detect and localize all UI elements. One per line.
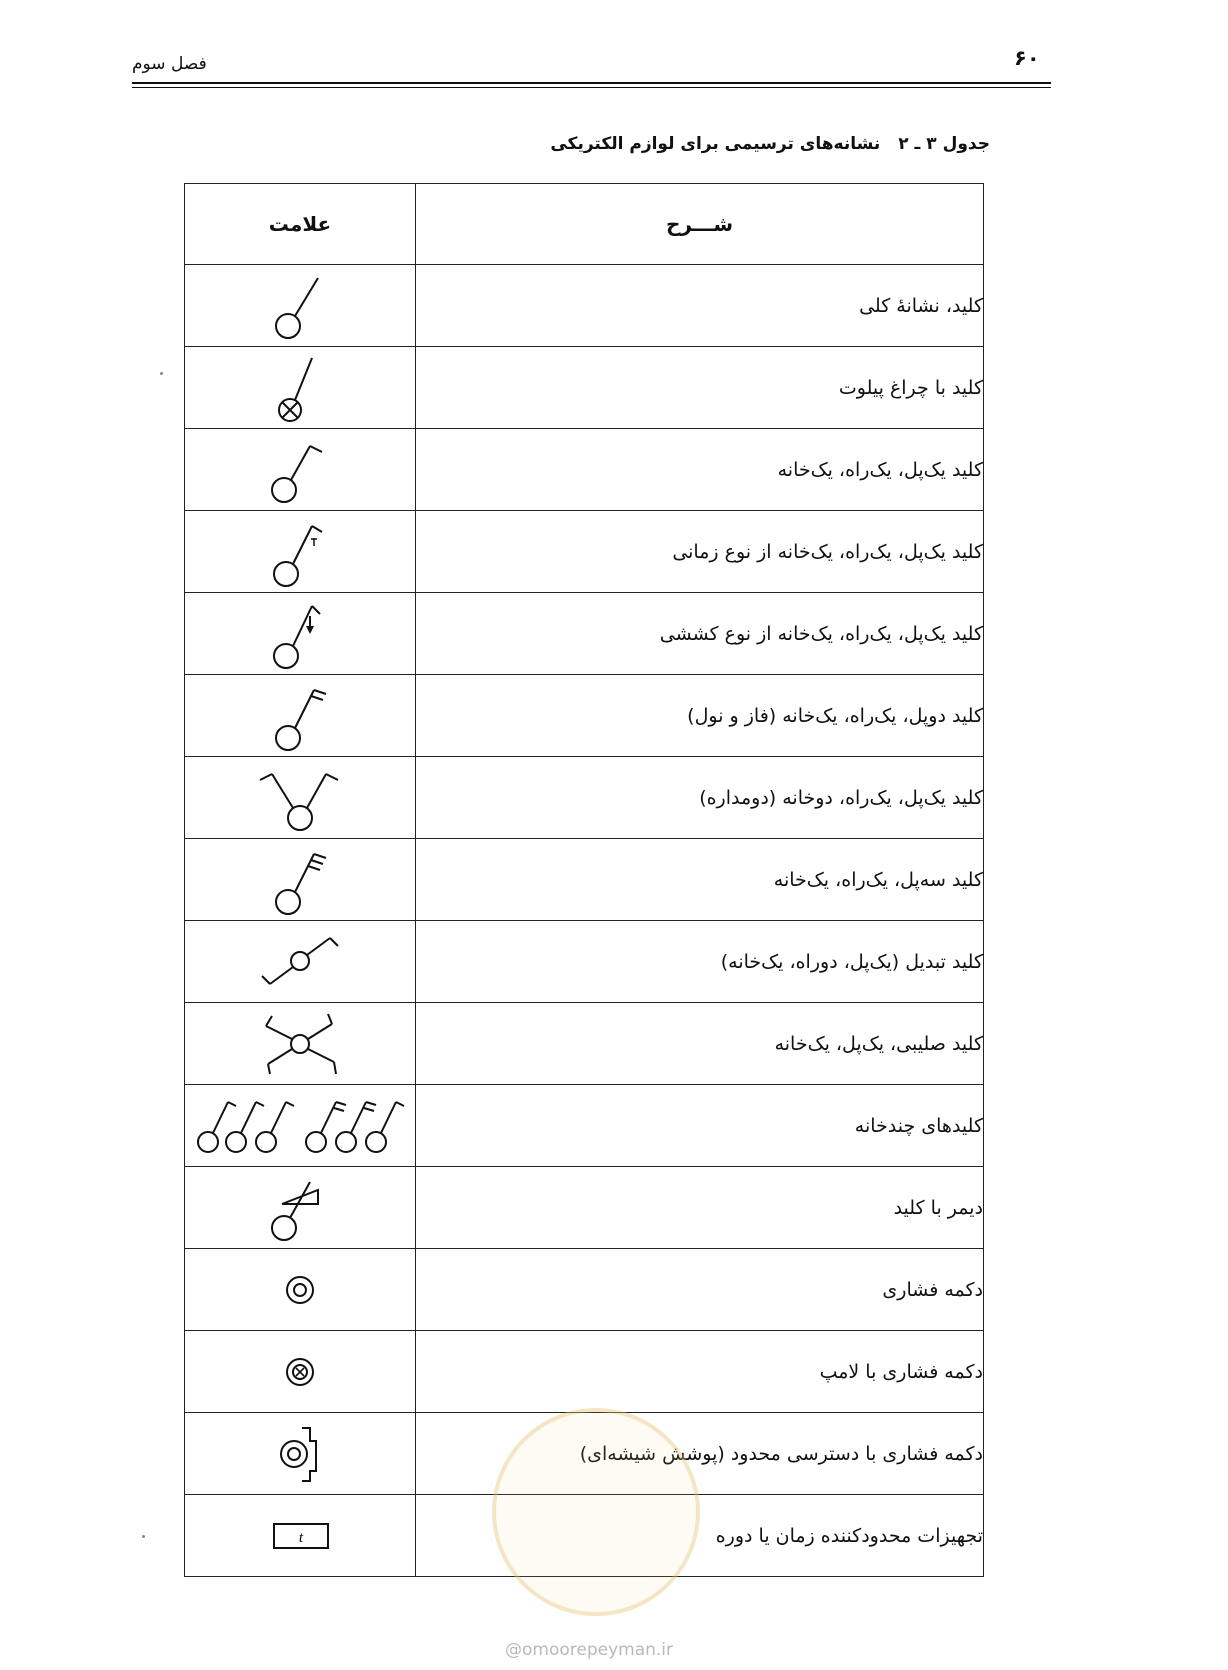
switch-multi-gang-icon	[185, 1085, 416, 1167]
row-description: کلید یک‌پل، یک‌راه، یک‌خانه	[415, 429, 983, 511]
push-button-icon	[185, 1249, 416, 1331]
timer-mark: t	[298, 1530, 304, 1546]
row-description: کلیدهای چندخانه	[415, 1085, 983, 1167]
row-description: کلید صلیبی، یک‌پل، یک‌خانه	[415, 1003, 983, 1085]
row-description: دیمر با کلید	[415, 1167, 983, 1249]
table-row	[185, 347, 984, 429]
row-description: دکمه فشاری با دسترسی محدود (پوشش شیشه‌ای)	[415, 1413, 983, 1495]
watermark-url: @omoorepeyman.ir	[505, 1640, 674, 1660]
row-description: دکمه فشاری با لامپ	[415, 1331, 983, 1413]
table-row	[185, 429, 984, 511]
switch-general-icon	[185, 265, 416, 347]
push-button-lamp-icon	[185, 1331, 416, 1413]
chapter-title: فصل سوم	[132, 54, 207, 74]
dimmer-switch-icon	[185, 1167, 416, 1249]
table-row	[185, 1249, 984, 1331]
caption-title: نشانه‌های ترسیمی برای لوازم الکتریکی	[550, 134, 881, 154]
header-rule	[132, 82, 1051, 84]
switch-cross-icon	[185, 1003, 416, 1085]
table-caption	[550, 134, 990, 154]
row-description: کلید تبدیل (یک‌پل، دوراه، یک‌خانه)	[415, 921, 983, 1003]
table-row	[185, 675, 984, 757]
switch-two-gang-icon	[185, 757, 416, 839]
switch-pull-icon	[185, 593, 416, 675]
row-description: کلید یک‌پل، یک‌راه، یک‌خانه از نوع کششی	[415, 593, 983, 675]
table-row	[185, 1331, 984, 1413]
symbols-table	[184, 183, 984, 1577]
row-description: دکمه فشاری	[415, 1249, 983, 1331]
switch-two-way-icon	[185, 921, 416, 1003]
switch-pilot-lamp-icon	[185, 347, 416, 429]
push-button-protected-icon	[185, 1413, 416, 1495]
switch-triple-pole-icon	[185, 839, 416, 921]
switch-timer-icon	[185, 511, 416, 593]
row-description: کلید دوپل، یک‌راه، یک‌خانه (فاز و نول)	[415, 675, 983, 757]
row-description: کلید یک‌پل، یک‌راه، دوخانه (دومداره)	[415, 757, 983, 839]
caption-number: جدول ۳ ـ ۲	[898, 134, 990, 154]
table-row	[185, 1167, 984, 1249]
scan-speck	[160, 372, 163, 375]
table-header-row	[185, 184, 984, 265]
table-row	[185, 921, 984, 1003]
scan-speck	[142, 1535, 145, 1538]
table-row	[185, 265, 984, 347]
row-description: کلید یک‌پل، یک‌راه، یک‌خانه از نوع زمانی	[415, 511, 983, 593]
header-description: شـــرح	[415, 184, 983, 265]
table-row	[185, 757, 984, 839]
row-description: کلید با چراغ پیلوت	[415, 347, 983, 429]
page-number: ۶۰	[1014, 46, 1040, 70]
table-row	[185, 511, 984, 593]
table-row	[185, 839, 984, 921]
header-symbol: علامت	[185, 184, 416, 265]
watermark-seal	[492, 1408, 700, 1616]
switch-single-pole-icon	[185, 429, 416, 511]
row-description: تجهیزات محدودکننده زمان یا دوره	[415, 1495, 983, 1577]
table-row	[185, 593, 984, 675]
row-description: کلید، نشانهٔ کلی	[415, 265, 983, 347]
table-row	[185, 1003, 984, 1085]
switch-double-pole-icon	[185, 675, 416, 757]
timer-device-icon	[185, 1495, 416, 1577]
header-rule-thin	[132, 87, 1051, 88]
row-description: کلید سه‌پل، یک‌راه، یک‌خانه	[415, 839, 983, 921]
table-row	[185, 1085, 984, 1167]
